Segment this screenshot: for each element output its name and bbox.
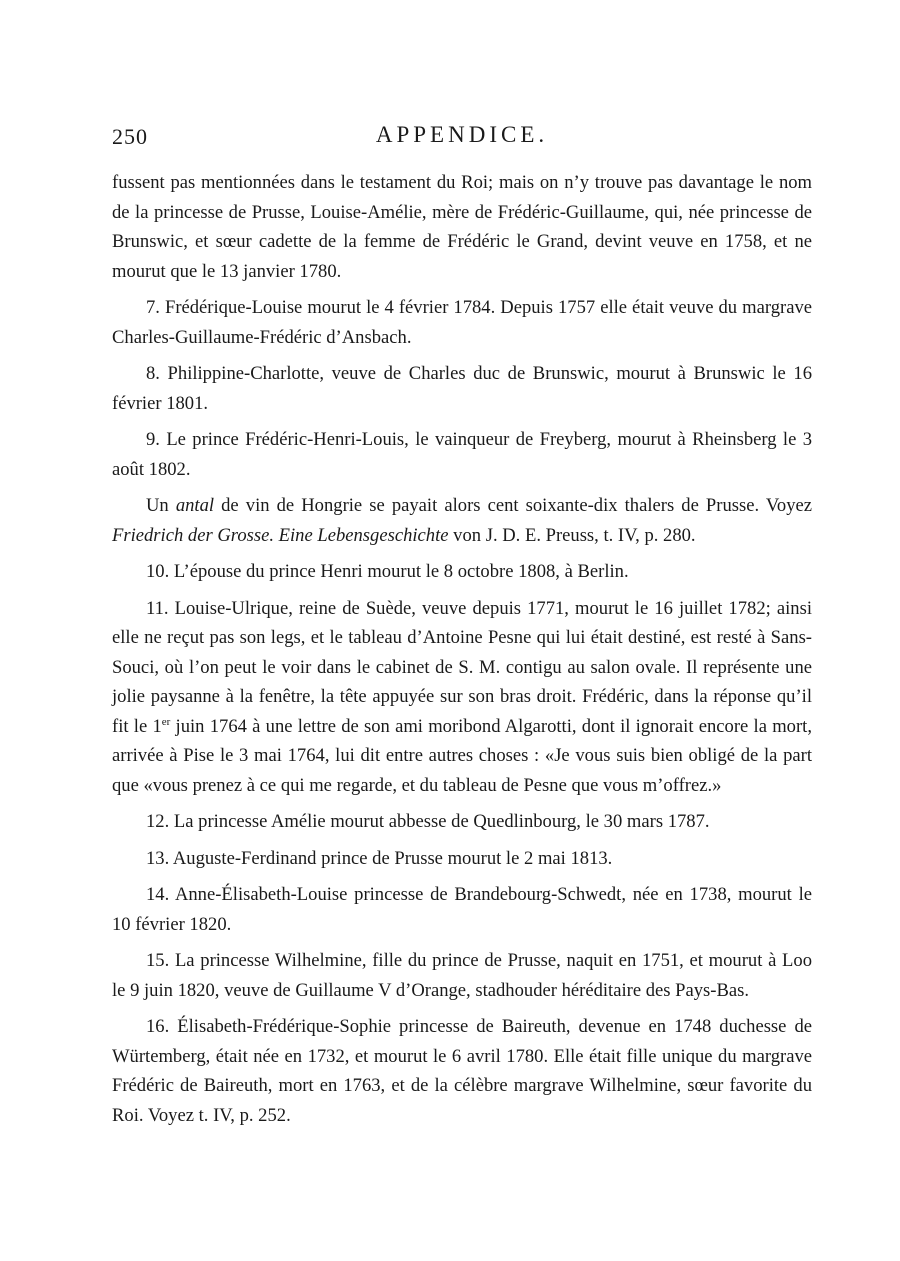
note-15: 15. La princesse Wilhelmine, fille du prince de Prusse, naquit en 1751, et mourut à Loo le 9 juin 1820, veuve de Guillaume V d’Orange, stadhouder héréditaire des Pays-Bas. bbox=[112, 950, 812, 1001]
note-antal bbox=[112, 491, 812, 550]
note-11 bbox=[112, 594, 812, 801]
text-run: de vin de Hongrie se payait alors cent soixante-dix thalers de Prusse. Voyez bbox=[214, 495, 812, 516]
text-run: von J. D. E. Preuss, t. IV, p. 280. bbox=[448, 524, 696, 546]
page-number: 250 bbox=[112, 124, 148, 149]
italic-term: antal bbox=[175, 495, 215, 516]
italic-book-title: Friedrich der Grosse. Eine Lebensgeschichte bbox=[112, 524, 449, 546]
running-title: APPENDICE. bbox=[375, 122, 549, 147]
text-run: juin 1764 à une lettre de son ami moribond Algarotti, dont il ignorait encore la mort, arrivée à Pise le 3 mai 1764, lui dit entre autres choses : «Je vous suis bien obligé de la part que «vous prenez à ce qui me regarde, et du tableau de Pesne que vous m’offrez.» bbox=[112, 715, 812, 796]
text-run: Un bbox=[146, 495, 176, 516]
superscript: er bbox=[161, 715, 171, 728]
note-7: 7. Frédérique-Louise mourut le 4 février 1784. Depuis 1757 elle était veuve du margrave Charles-Guillaume-Frédéric d’Ansbach. bbox=[112, 297, 812, 348]
note-12: 12. La princesse Amélie mourut abbesse de Quedlinbourg, le 30 mars 1787. bbox=[146, 811, 710, 832]
body-text bbox=[112, 168, 812, 1137]
note-16: 16. Élisabeth-Frédérique-Sophie princesse de Baireuth, devenue en 1748 duchesse de Würtemberg, était née en 1732, et mourut le 6 avril 1780. Elle était fille unique du margrave Frédéric de Baireuth, mort en 1763, et de la célèbre margrave Wilhelmine, sœur favorite du Roi. Voyez t. IV, p. 252. bbox=[112, 1016, 812, 1126]
note-9: 9. Le prince Frédéric-Henri-Louis, le vainqueur de Freyberg, mourut à Rheinsberg le 3 août 1802. bbox=[112, 429, 812, 480]
note-10: 10. L’épouse du prince Henri mourut le 8 octobre 1808, à Berlin. bbox=[146, 561, 629, 582]
paragraph-continued: fussent pas mentionnées dans le testament du Roi; mais on n’y trouve pas davantage le nom de la princesse de Prusse, Louise-Amélie, mère de Frédéric-Guillaume, qui, née princesse de Brunswic, et sœur cadette de la femme de Frédéric le Grand, devint veuve en 1758, et ne mourut que le 13 janvier 1780. bbox=[112, 172, 812, 282]
note-8: 8. Philippine-Charlotte, veuve de Charles duc de Brunswic, mourut à Brunswic le 16 février 1801. bbox=[112, 363, 812, 414]
note-14: 14. Anne-Élisabeth-Louise princesse de Brandebourg-Schwedt, née en 1738, mourut le 10 février 1820. bbox=[112, 884, 812, 935]
note-13: 13. Auguste-Ferdinand prince de Prusse mourut le 2 mai 1813. bbox=[146, 847, 613, 869]
page-header bbox=[112, 120, 812, 156]
text-run: 11. Louise-Ulrique, reine de Suède, veuve depuis 1771, mourut le 16 juillet 1782; ainsi elle ne reçut pas son legs, et le tableau d’Antoine Pesne qui lui était destiné, est resté à Sans-Souci, où l’on peut le voir dans le cabinet de S. M. contigu au salon ovale. Il représente une jolie paysanne à la fenêtre, la tête appuyée sur son bras droit. Frédéric, dans la réponse qu’il fit le 1 bbox=[112, 597, 812, 737]
